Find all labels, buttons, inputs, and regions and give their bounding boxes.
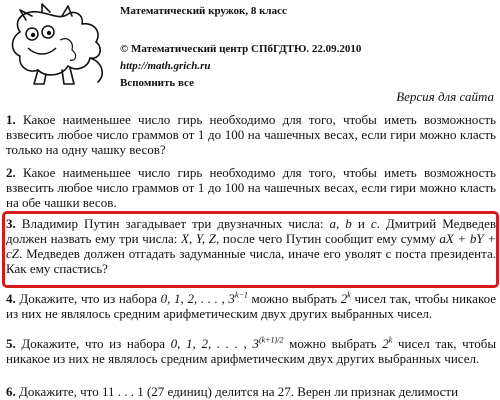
math-vars-xyz: X, Y, Z <box>181 231 217 246</box>
math-var-a: a <box>329 216 336 231</box>
dragon-mascot-icon <box>2 2 110 90</box>
problem-number: 5. <box>6 336 16 351</box>
math-set: 0, 1, 2, . . . , 3 <box>160 291 235 306</box>
problem-text: Какое наименьшее число гирь необходимо для того, чтобы иметь возможность взвесить любое число граммов от 1 до 100 на чашечных весах, если гири можно класть на обе чашки весов. <box>6 165 497 210</box>
problem-4 <box>6 291 496 321</box>
problem-text: . Медведев должен отгадать задуманные числа, иначе его уволят с поста президента. Как ему спастись? <box>6 246 496 276</box>
problem-text: можно выбрать <box>289 336 377 351</box>
problem-number: 1. <box>6 112 16 127</box>
problem-text: Владимир Путин загадывает три двузначных числа: <box>21 216 324 231</box>
problem-text: Докажите, что из набора <box>21 336 165 351</box>
copyright-line: © Математический центр СПбГДТЮ. 22.09.2010 <box>120 43 362 55</box>
math-exponent: (k+1)/2 <box>258 335 284 345</box>
problem-text: Докажите, что 11 . . . 1 (27 единиц) делится на 27. Верен ли признак делимости <box>19 384 459 399</box>
math-var-c: c <box>370 216 377 231</box>
math-exponent: k <box>388 335 393 345</box>
math-formula: aX + bY + cZ <box>6 231 497 261</box>
problem-number: 2. <box>6 165 16 180</box>
problem-text: можно выбрать <box>251 291 338 306</box>
section-subtitle: Вспомнить все <box>120 77 194 89</box>
problem-3 <box>6 216 496 276</box>
problem-number: 6. <box>6 384 16 399</box>
problem-text: чисел так, чтобы никакое из них не являлось средним арифметическим двух других выбранных чисел. <box>6 291 497 321</box>
problem-2 <box>6 165 496 210</box>
problem-text: Какое наименьшее число гирь необходимо для того, чтобы иметь возможность взвесить любое число граммов от 1 до 100 на чашечных весах, если гири можно класть только на одну чашку весов? <box>6 112 497 157</box>
page-header <box>0 0 500 100</box>
math-var-b: b <box>345 216 352 231</box>
problem-text: Докажите, что из набора <box>19 291 157 306</box>
problem-number: 3. <box>6 216 16 231</box>
math-exponent: k−1 <box>234 290 248 300</box>
version-label: Версия для сайта <box>396 89 494 104</box>
math-exponent: k <box>347 290 351 300</box>
math-separator: , <box>336 216 340 231</box>
problem-text: . Дмитрий Медведев должен назвать ему три числа: <box>6 216 496 246</box>
problem-6 <box>6 384 496 399</box>
problem-text: чисел так, чтобы никакое из них не являлось средним арифметическим двух других выбранных чисел. <box>6 336 497 366</box>
site-url: http://math.grich.ru <box>120 60 211 72</box>
problem-1 <box>6 112 496 157</box>
math-set: 0, 1, 2, . . . , 3 <box>170 336 259 351</box>
problem-text: , после чего Путин сообщит ему сумму <box>216 231 436 246</box>
page-title: Математический кружок, 8 класс <box>120 5 287 17</box>
conjunction: и <box>357 216 365 231</box>
math-count: 2 <box>340 291 348 306</box>
problem-number: 4. <box>6 291 16 306</box>
math-count: 2 <box>382 336 389 351</box>
problem-5 <box>6 336 496 366</box>
